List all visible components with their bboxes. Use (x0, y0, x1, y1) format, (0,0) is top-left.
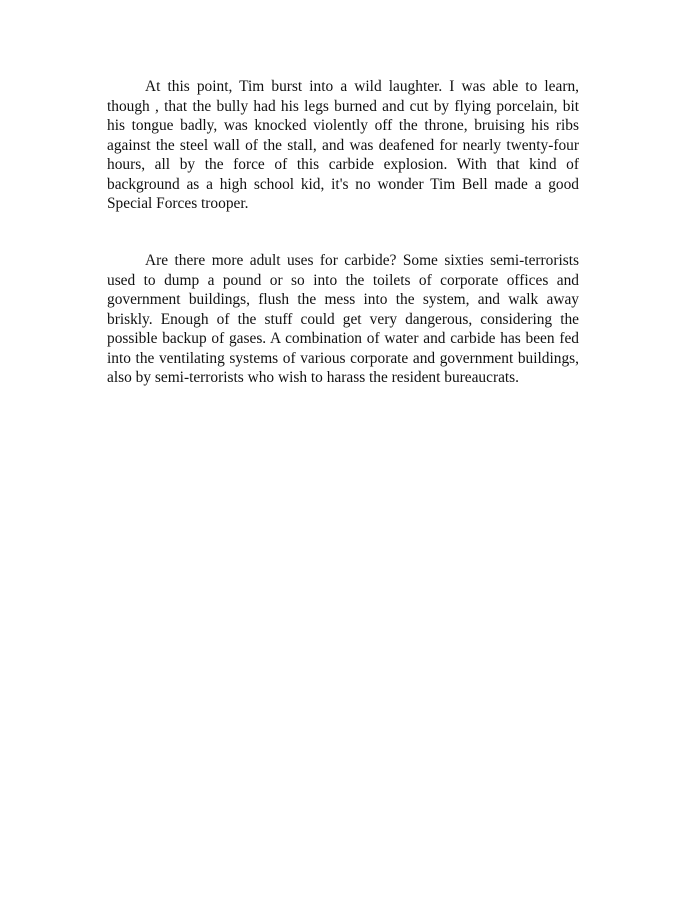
paragraph-adult-uses-for-carbide: Are there more adult uses for carbide? Some sixties semi-terrorists used to dump a pound or so into the toilets of corporate offices and government buildings, flush the mess into the system, and walk away briskly. Enough of the stuff could get very dangerous, considering the possible backup of gases. A combination of water and carbide has been fed into the ventilating systems of various corporate and government buildings, also by semi-terrorists who wish to harass the resident bureaucrats. (107, 252, 579, 386)
paragraph-carbide-explosion-story: At this point, Tim burst into a wild laughter. I was able to learn, though , that the bully had his legs burned and cut by flying porcelain, bit his tongue badly, was knocked violently off the throne, bruising his ribs against the steel wall of the stall, and was deafened for nearly twenty-four hours, all by the force of this carbide explosion. With that kind of background as a high school kid, it's no wonder Tim Bell made a good Special Forces trooper. (107, 78, 579, 212)
